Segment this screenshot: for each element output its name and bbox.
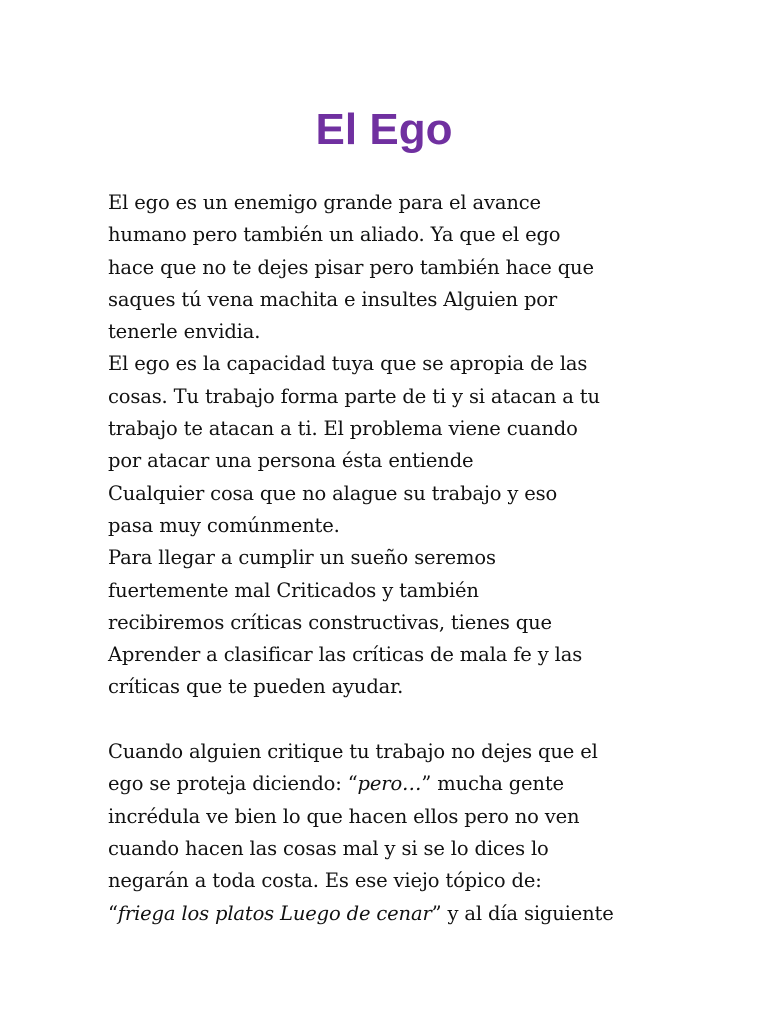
- text-segment: ” y al día siguiente: [431, 901, 614, 925]
- paragraph-3: [108, 542, 678, 703]
- text-line: hace que no te dejes pisar pero también hace que: [108, 255, 594, 279]
- paragraph-4: [108, 736, 678, 930]
- document-body: [108, 187, 678, 930]
- text-line: Cuando alguien critique tu trabajo no dejes que el: [108, 740, 598, 764]
- text-segment: ego se proteja diciendo: “: [108, 772, 358, 796]
- text-line: Para llegar a cumplir un sueño seremos: [108, 546, 496, 570]
- text-line: pasa muy comúnmente.: [108, 513, 340, 537]
- paragraph-2: [108, 348, 678, 542]
- text-line: [108, 768, 678, 800]
- text-line: Cualquier cosa que no alague su trabajo y eso: [108, 481, 558, 505]
- page-title: El Ego: [315, 105, 453, 154]
- text-line: cuando hacen las cosas mal y si se lo dices lo: [108, 836, 549, 860]
- text-line: [108, 898, 678, 930]
- text-line: por atacar una persona ésta entiende: [108, 449, 474, 473]
- text-line: humano pero también un aliado. Ya que el ego: [108, 223, 561, 247]
- paragraph-1: [108, 187, 678, 348]
- text-line: saques tú vena machita e insultes Alguien por: [108, 287, 558, 311]
- text-line: recibiremos críticas constructivas, tienes que: [108, 610, 552, 634]
- text-line: incrédula ve bien lo que hacen ellos pero no ven: [108, 804, 580, 828]
- text-line: fuertemente mal Criticados y también: [108, 578, 479, 602]
- text-line: cosas. Tu trabajo forma parte de ti y si atacan a tu: [108, 384, 600, 408]
- text-segment: ” mucha gente: [421, 772, 564, 796]
- text-line: tenerle envidia.: [108, 320, 261, 344]
- text-segment: “: [108, 901, 118, 925]
- italic-quote: pero…: [357, 772, 422, 796]
- text-line: El ego es la capacidad tuya que se apropia de las: [108, 352, 588, 376]
- text-line: críticas que te pueden ayudar.: [108, 675, 404, 699]
- text-line: trabajo te atacan a ti. El problema viene cuando: [108, 417, 578, 441]
- text-line: El ego es un enemigo grande para el avance: [108, 191, 541, 214]
- text-line: Aprender a clasificar las críticas de mala fe y las: [108, 643, 583, 667]
- blank-line: [108, 704, 678, 736]
- text-line: negarán a toda costa. Es ese viejo tópico de:: [108, 869, 542, 893]
- italic-quote: friega los platos Luego de cenar: [117, 901, 432, 925]
